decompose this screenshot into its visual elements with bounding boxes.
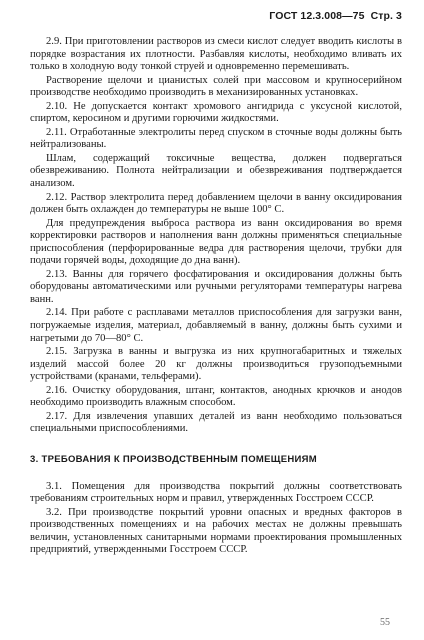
- paragraph-splash-prevention: Для предупреждения выброса раствора из ванн оксидирования во время корректировки растворов и наполнения ванн должны применяться специальные приспособления (перфорированные ведра для растворения щелочи, трубки для подачи горячей воды, доходящие до дна ванн).: [30, 217, 402, 267]
- paragraph-3-1: 3.1. Помещения для производства покрытий должны соответствовать требованиям строительных норм и правил, утвержденных Госстроем СССР.: [30, 480, 402, 505]
- document-body: [30, 36, 402, 557]
- page-number: 55: [380, 617, 390, 628]
- paragraph-alkali-dissolution: Растворение щелочи и цианистых солей при массовом и крупносерийном производстве необходимо производить в механизированных установках.: [30, 74, 402, 99]
- paragraph-2-14: 2.14. При работе с расплавами металлов приспособления для загрузки ванн, погружаемые изделия, материал, добавляемый в ванну, должны быть сухими и нагретыми до 70—80° С.: [30, 307, 402, 344]
- standard-number: ГОСТ 12.3.008—75: [269, 10, 365, 22]
- paragraph-3-2: 3.2. При производстве покрытий уровни опасных и вредных факторов в производственных помещениях и на рабочих местах не должны превышать величин, установленных санитарными нормами проектирования промышленных предприятий, утвержденными Госстроем СССР.: [30, 506, 402, 556]
- paragraph-2-17: 2.17. Для извлечения упавших деталей из ванн необходимо пользоваться специальными приспособлениями.: [30, 410, 402, 435]
- paragraph-2-12: 2.12. Раствор электролита перед добавлением щелочи в ванну оксидирования должен быть охлажден до температуры не выше 100° С.: [30, 191, 402, 216]
- paragraph-2-10: 2.10. Не допускается контакт хромового ангидрида с уксусной кислотой, спиртом, керосином и другими горючими жидкостями.: [30, 100, 402, 125]
- paragraph-2-13: 2.13. Ванны для горячего фосфатирования и оксидирования должны быть оборудованы автоматическими или ручными регуляторами температуры нагрева ванн.: [30, 268, 402, 305]
- paragraph-2-11: 2.11. Отработанные электролиты перед спуском в сточные воды должны быть нейтрализованы.: [30, 126, 402, 151]
- paragraph-2-15: 2.15. Загрузка в ванны и выгрузка из них крупногабаритных и тяжелых изделий массой более 20 кг должны производиться грузоподъемными устройствами (кранами, тельферами).: [30, 346, 402, 383]
- page-label: Стр. 3: [370, 10, 402, 22]
- paragraph-2-9: 2.9. При приготовлении растворов из смеси кислот следует вводить кислоты в порядке возрастания их плотности. Разбавляя кислоты, необходимо вливать их только в холодную воду тонкой струей и одновременно перемешивать.: [30, 36, 402, 73]
- page-header: [269, 10, 402, 22]
- paragraph-2-16: 2.16. Очистку оборудования, штанг, контактов, анодных крючков и анодов необходимо производить влажным способом.: [30, 384, 402, 409]
- paragraph-sludge: Шлам, содержащий токсичные вещества, должен подвергаться обезвреживанию. Полнота нейтрализации и обезвреживания подтверждается анализом.: [30, 152, 402, 190]
- section-3-title: 3. ТРЕБОВАНИЯ К ПРОИЗВОДСТВЕННЫМ ПОМЕЩЕНИЯМ: [30, 453, 317, 465]
